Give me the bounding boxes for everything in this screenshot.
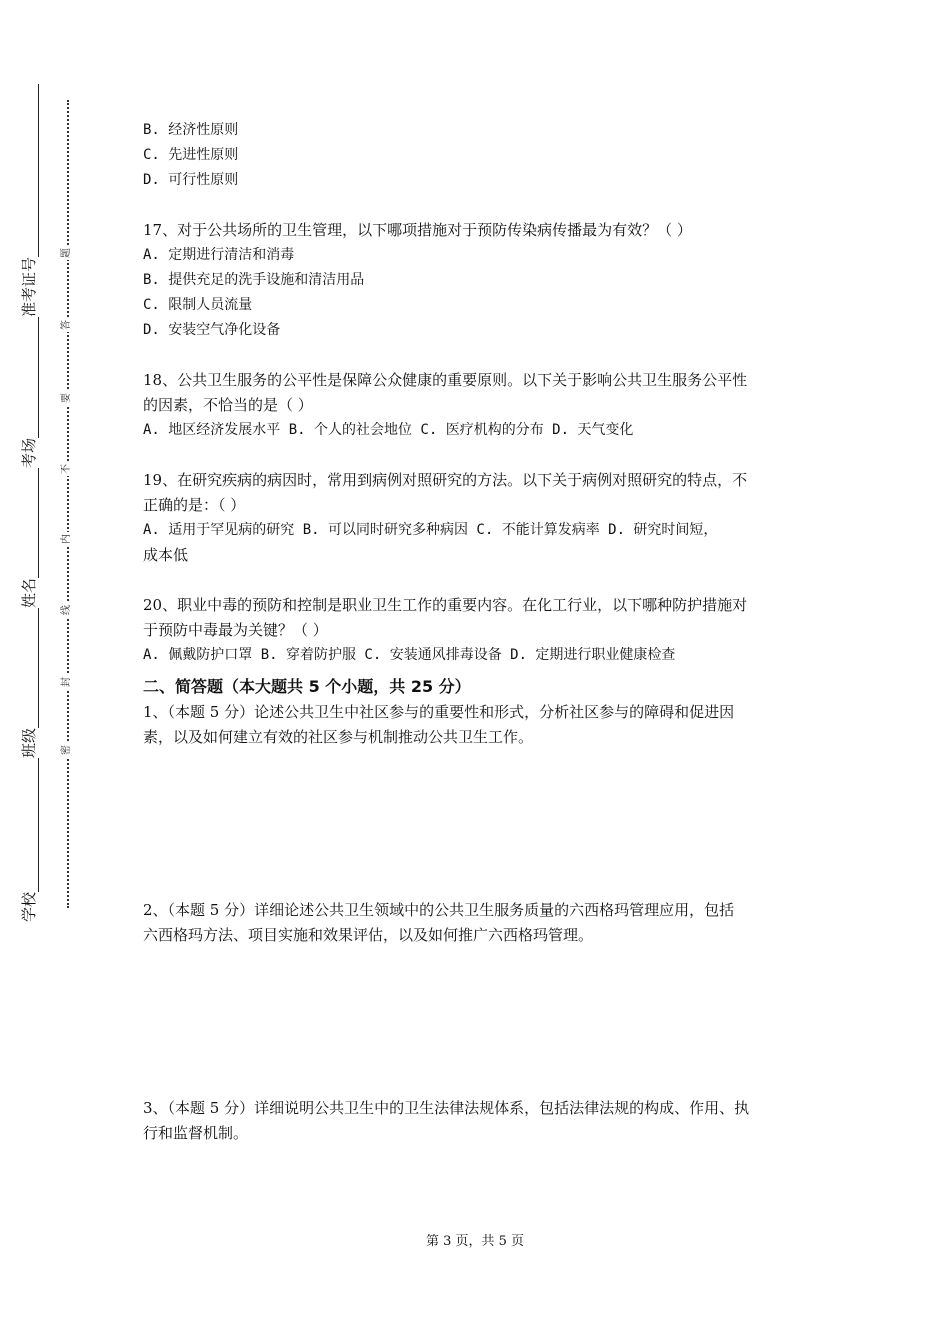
- q19-options-line1: A. 适用于罕见病的研究 B. 可以同时研究多种病因 C. 不能计算发病率 D. 研究时间短，: [143, 522, 718, 538]
- q17-option-d: D. 安装空气净化设备: [143, 322, 281, 338]
- seal-char-nei: 内: [61, 534, 72, 544]
- q18-options: A. 地区经济发展水平 B. 个人的社会地位 C. 医疗机构的分布 D. 天气变化: [143, 422, 634, 438]
- short-q1-line2: 素，以及如何建立有效的社区参与机制推动公共卫生工作。: [143, 728, 534, 746]
- short-q2-line1: 2、（本题 5 分）详细论述公共卫生领域中的公共卫生服务质量的六西格玛管理应用，包括: [143, 901, 735, 919]
- short-q3-line1: 3、（本题 5 分）详细说明公共卫生中的卫生法律法规体系，包括法律法规的构成、作用、执: [143, 1099, 750, 1117]
- q19-stem-line1: 19、在研究疾病的病因时，常用到病例对照研究的方法。以下关于病例对照研究的特点，不: [143, 471, 748, 489]
- q20-stem-line2: 于预防中毒最为关键？（ ）: [143, 621, 328, 639]
- q18-stem-line2: 的因素，不恰当的是（ ）: [143, 396, 313, 414]
- school-label: 学校: [20, 891, 39, 923]
- seal-char-feng: 封: [61, 677, 72, 687]
- binding-solid-line: [38, 84, 39, 922]
- seal-char-xian: 线: [61, 605, 72, 615]
- q19-options-line2: 成本低: [143, 546, 189, 564]
- short-q1-line1: 1、（本题 5 分）论述公共卫生中社区参与的重要性和形式，分析社区参与的障碍和促进因: [143, 703, 735, 721]
- section-2-title: 二、简答题（本大题共 5 个小题，共 25 分）: [143, 677, 471, 696]
- class-label: 班级: [20, 727, 39, 759]
- exam-room-label: 考场: [20, 437, 39, 469]
- q16-option-b: B. 经济性原则: [143, 122, 239, 138]
- q17-stem: 17、对于公共场所的卫生管理，以下哪项措施对于预防传染病传播最为有效？（ ）: [143, 221, 692, 239]
- seal-char-da: 答: [61, 320, 72, 330]
- admission-number-label: 准考证号: [20, 256, 39, 318]
- answer-space-2: [143, 948, 818, 1096]
- answer-space-1: [143, 750, 818, 898]
- q18-stem-line1: 18、公共卫生服务的公平性是保障公众健康的重要原则。以下关于影响公共卫生服务公平性: [143, 371, 748, 389]
- seal-char-ti: 题: [61, 248, 72, 258]
- seal-char-mi: 密: [61, 745, 72, 755]
- q20-stem-line1: 20、职业中毒的预防和控制是职业卫生工作的重要内容。在化工行业，以下哪种防护措施对: [143, 596, 748, 614]
- binding-dotted-line: [67, 100, 69, 908]
- q16-option-c: C. 先进性原则: [143, 147, 239, 163]
- page-footer: 第 3 页，共 5 页: [425, 1234, 525, 1249]
- q17-option-a: A. 定期进行清洁和消毒: [143, 247, 295, 263]
- q16-option-d: D. 可行性原则: [143, 172, 239, 188]
- question-content: [143, 118, 818, 1146]
- q20-options: A. 佩戴防护口罩 B. 穿着防护服 C. 安装通风排毒设备 D. 定期进行职业健康检查: [143, 647, 676, 663]
- seal-char-bu: 不: [61, 464, 72, 474]
- q19-stem-line2: 正确的是：（ ）: [143, 496, 246, 514]
- short-q3-line2: 行和监督机制。: [143, 1124, 249, 1142]
- name-label: 姓名: [20, 577, 39, 609]
- seal-char-yao: 要: [61, 393, 72, 403]
- q17-option-b: B. 提供充足的洗手设施和清洁用品: [143, 272, 365, 288]
- short-q2-line2: 六西格玛方法、项目实施和效果评估，以及如何推广六西格玛管理。: [143, 926, 594, 944]
- q17-option-c: C. 限制人员流量: [143, 297, 253, 313]
